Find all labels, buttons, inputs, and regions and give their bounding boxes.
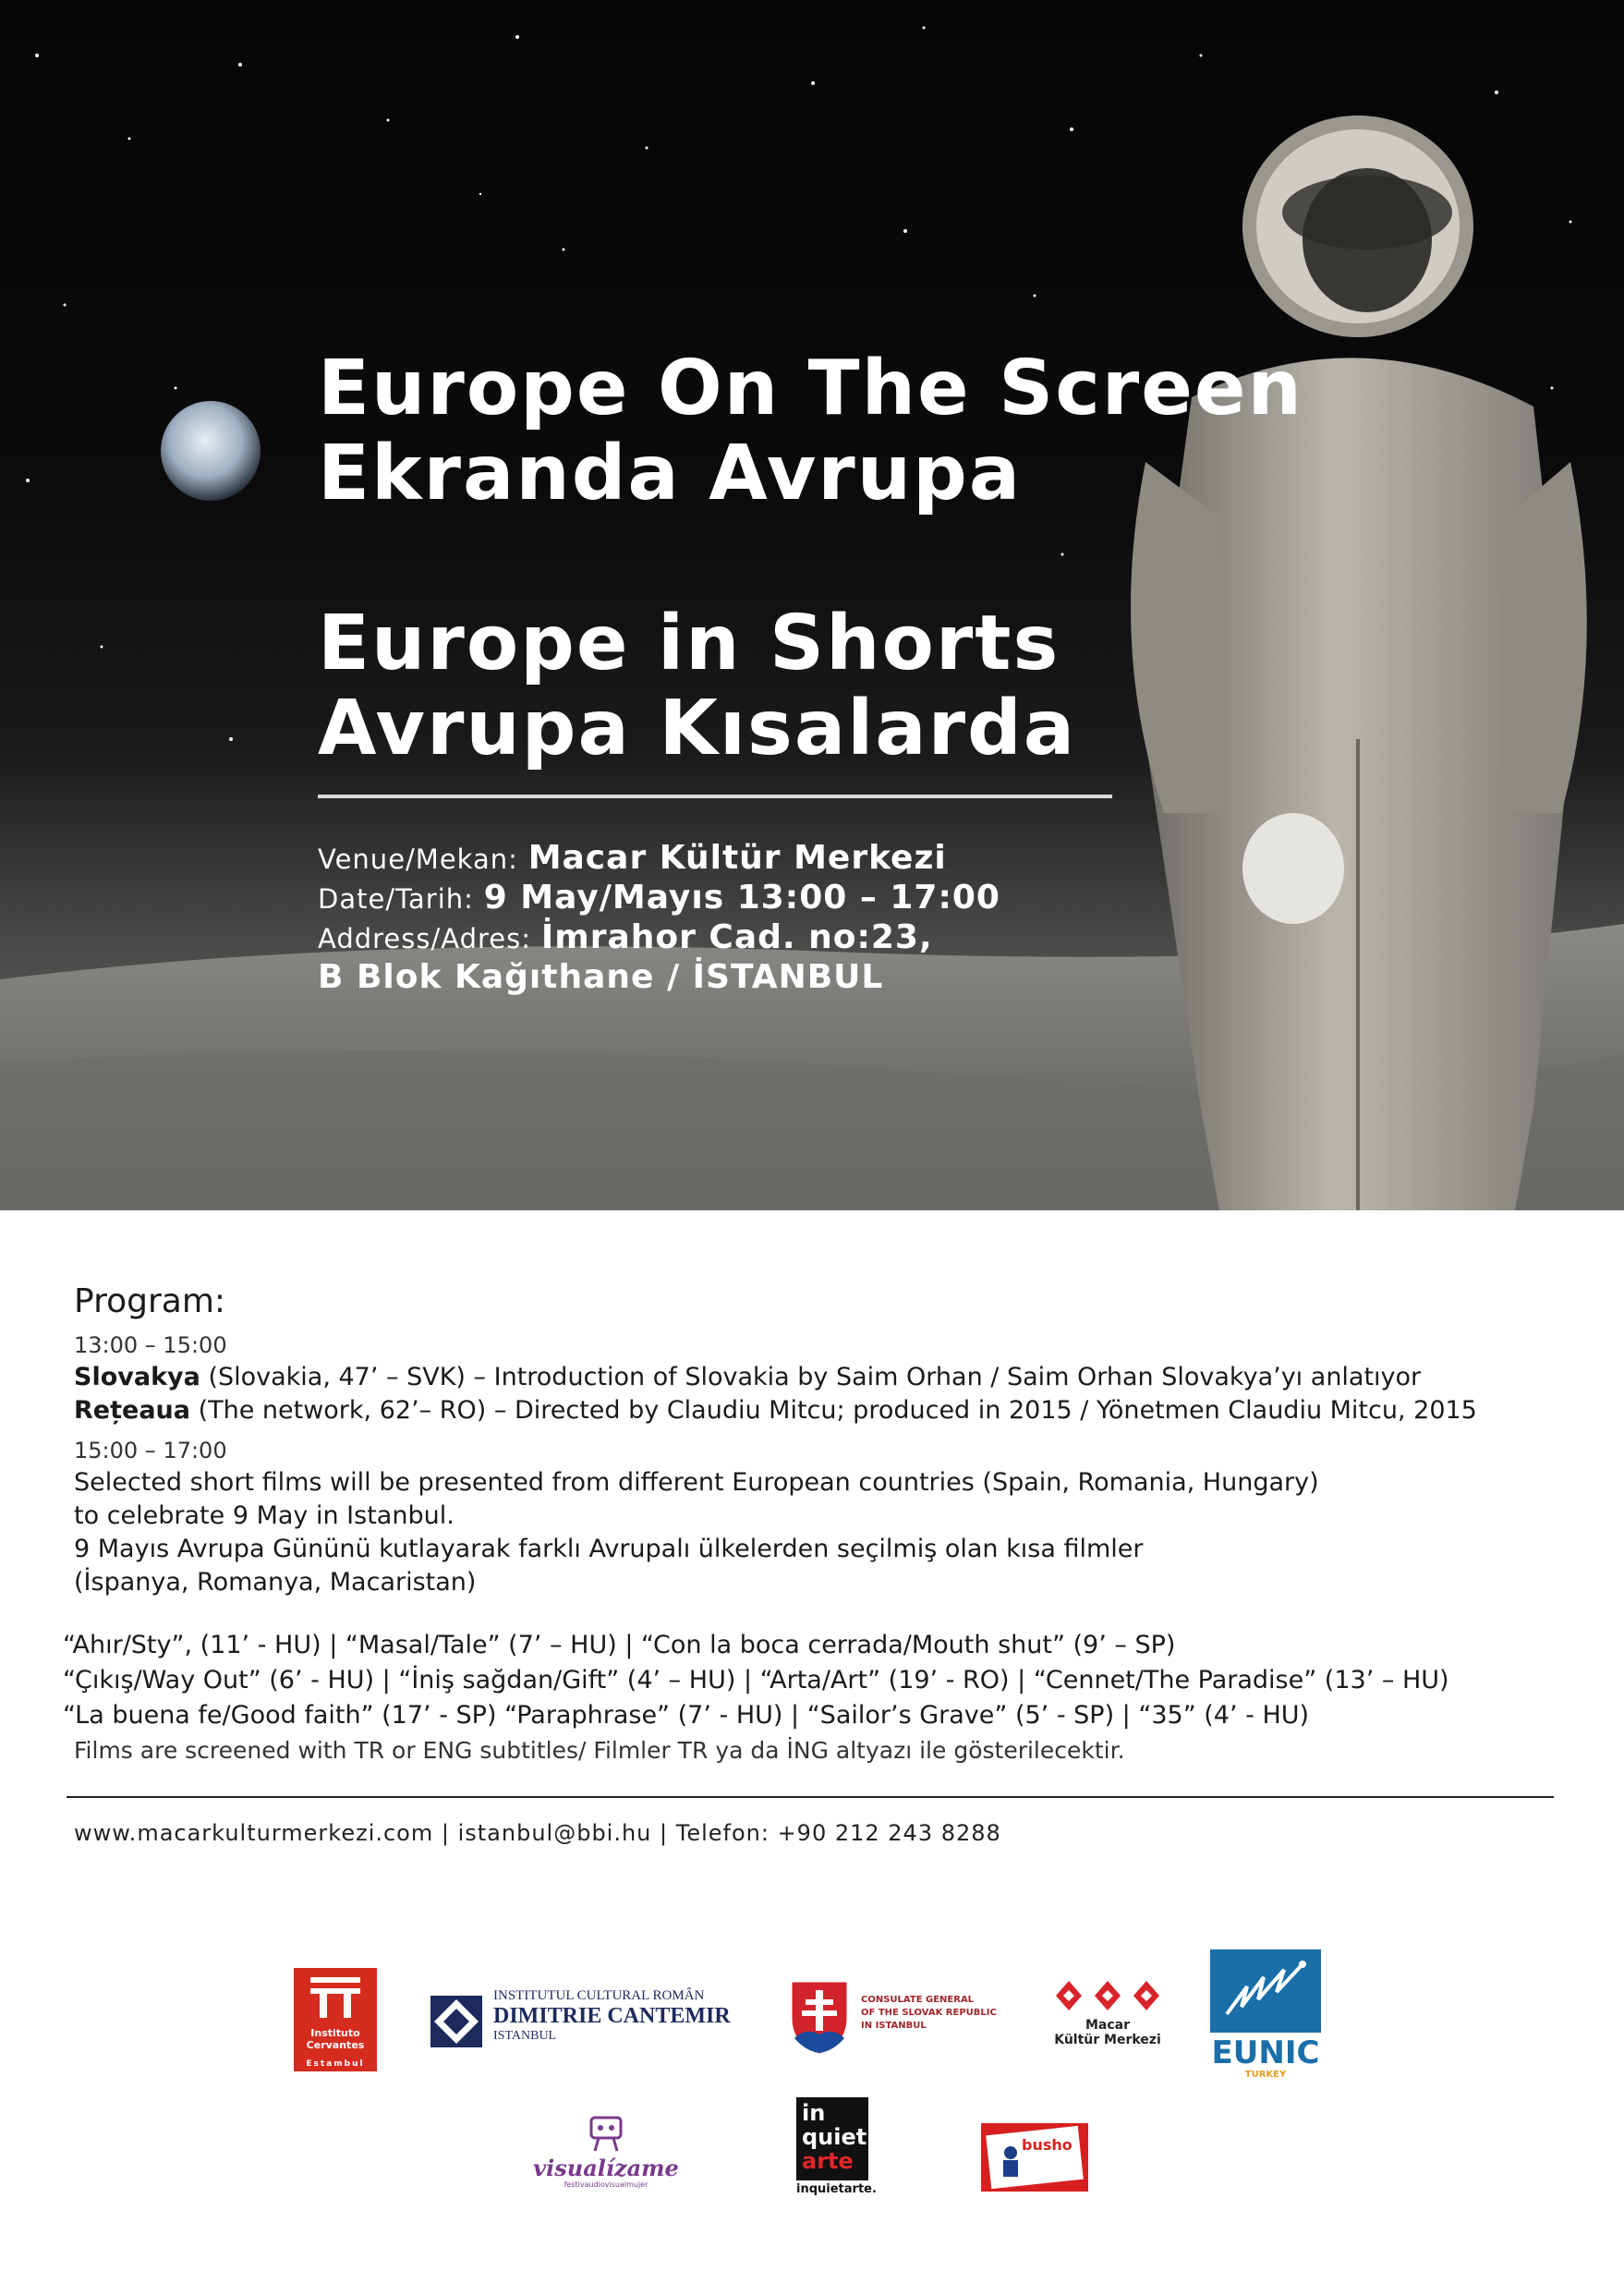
slot2-line-4: (İspanya, Romanya, Macaristan) bbox=[74, 1568, 477, 1597]
visualizame-sub: festivaudiovisualmujer bbox=[564, 2180, 648, 2189]
eunic-logo bbox=[1210, 1949, 1321, 2088]
address-row bbox=[318, 918, 1000, 958]
inquietarte-logo bbox=[796, 2097, 877, 2208]
icr-logo bbox=[427, 1986, 741, 2060]
inquietarte-caption: inquietarte. bbox=[796, 2182, 877, 2196]
film-row-1: “Ahır/Sty”, (11’ - HU) | “Masal/Tale” (7’ – HU) | “Con la boca cerrada/Mouth shut” (9’ – SP) bbox=[63, 1631, 1176, 1659]
date-value: 9 May/Mayıs 13:00 – 17:00 bbox=[483, 879, 1000, 917]
icr-line-1: INSTITUTUL CULTURAL ROMÂN bbox=[493, 1988, 705, 2003]
slovak-line-1: CONSULATE GENERAL bbox=[861, 1995, 975, 2005]
address-label: Address/Adres: bbox=[318, 923, 532, 954]
title-line-2: Ekranda Avrupa bbox=[318, 430, 1023, 517]
eunic-text: EUNIC bbox=[1211, 2034, 1320, 2071]
program-section bbox=[74, 1282, 1570, 1599]
icr-line-3: ISTANBUL bbox=[493, 2029, 557, 2043]
busho-figure-icon bbox=[992, 2143, 1029, 2180]
eunic-sub: TURKEY bbox=[1244, 2070, 1287, 2080]
inquietarte-arte: arte bbox=[802, 2148, 854, 2174]
film-row-3: “La buena fe/Good faith” (17’ - SP) “Paraphrase” (7’ - HU) | “Sailor’s Grave” (5’ - SP) | “35” (4’ - HU) bbox=[63, 1701, 1310, 1730]
slot1-film2-title: Rețeaua bbox=[74, 1396, 190, 1425]
date-label: Date/Tarih: bbox=[318, 883, 474, 915]
cervantes-line-2: Cervantes bbox=[306, 2039, 365, 2051]
slovak-line-3: IN ISTANBUL bbox=[861, 2021, 927, 2031]
macar-line-2: Kültür Merkezi bbox=[1054, 2033, 1161, 2047]
footer-divider bbox=[67, 1796, 1554, 1798]
macar-kultur-logo bbox=[1048, 1977, 1168, 2060]
address-row-2 bbox=[318, 958, 1000, 997]
inquietarte-in: in bbox=[802, 2100, 826, 2126]
visualizame-logo bbox=[532, 2110, 680, 2193]
inquietarte-quiet: quiet bbox=[802, 2124, 867, 2150]
slovak-coat-of-arms-icon bbox=[787, 1977, 852, 2057]
icr-emblem-icon bbox=[427, 1992, 486, 2051]
slot1-film1-title: Slovakya bbox=[74, 1363, 200, 1391]
slot1-film2 bbox=[74, 1394, 1570, 1427]
event-title-block bbox=[318, 346, 1303, 771]
visualizame-icon bbox=[586, 2110, 626, 2153]
slovak-line-2: OF THE SLOVAK REPUBLIC bbox=[861, 2008, 997, 2018]
cervantes-line-1: Instituto bbox=[310, 2027, 360, 2039]
macar-line-1: Macar bbox=[1085, 2018, 1131, 2033]
eunic-emblem-icon bbox=[1210, 1949, 1321, 2033]
cervantes-emblem-icon bbox=[294, 1968, 377, 2023]
subtitle-note: Films are screened with TR or ENG subtitles/ Filmler TR ya da İNG altyazı ile gösterilecektir. bbox=[74, 1737, 1125, 1764]
slot2-line-1: Selected short films will be presented from different European countries (Spain, Romania, Hungary) bbox=[74, 1468, 1319, 1497]
event-info bbox=[318, 839, 1000, 997]
slot1-film2-desc: (The network, 62’– RO) – Directed by Claudiu Mitcu; produced in 2015 / Yönetmen Claudiu Mitcu, 2015 bbox=[189, 1396, 1477, 1425]
slot1-time: 13:00 – 15:00 bbox=[74, 1332, 227, 1358]
title-line-3: Europe in Shorts bbox=[318, 600, 1060, 687]
cervantes-logo bbox=[294, 1968, 377, 2071]
film-list bbox=[63, 1628, 1578, 1768]
program-heading: Program: bbox=[74, 1282, 226, 1320]
film-row-2: “Çıkış/Way Out” (6’ - HU) | “İniş sağdan/Gift” (4’ – HU) | “Arta/Art” (19’ - RO) | “Cennet/The Paradise” (13’ – HU) bbox=[63, 1666, 1449, 1694]
title-divider bbox=[318, 795, 1112, 798]
macar-ornament-icon bbox=[1050, 1977, 1165, 2014]
slot1-film1 bbox=[74, 1361, 1570, 1394]
slot2-time: 15:00 – 17:00 bbox=[74, 1438, 227, 1463]
venue-value: Macar Kültür Merkezi bbox=[527, 839, 947, 877]
slot2-line-3: 9 Mayıs Avrupa Gününü kutlayarak farklı Avrupalı ülkelerden seçilmiş olan kısa filmler bbox=[74, 1535, 1144, 1563]
busho-logo bbox=[981, 2123, 1088, 2192]
title-line-4: Avrupa Kısalarda bbox=[318, 685, 1077, 772]
slot1-film1-desc: (Slovakia, 47’ – SVK) – Introduction of Slovakia by Saim Orhan / Saim Orhan Slovakya’yı anlatıyor bbox=[200, 1363, 1422, 1391]
address-value-2: B Blok Kağıthane / İSTANBUL bbox=[318, 958, 884, 996]
contact-line: www.macarkulturmerkezi.com | istanbul@bbi.hu | Telefon: +90 212 243 8288 bbox=[74, 1820, 1001, 1846]
date-row bbox=[318, 879, 1000, 918]
icr-line-2: DIMITRIE CANTEMIR bbox=[493, 2004, 731, 2028]
earth-planet bbox=[161, 401, 261, 501]
visualizame-text: visualízame bbox=[533, 2155, 679, 2181]
title-line-1: Europe On The Screen bbox=[318, 345, 1303, 432]
slot2-line-2: to celebrate 9 May in Istanbul. bbox=[74, 1501, 454, 1530]
busho-text: busho bbox=[1022, 2136, 1073, 2154]
venue-row bbox=[318, 839, 1000, 879]
cervantes-line-3: Estambul bbox=[306, 2059, 365, 2069]
venue-label: Venue/Mekan: bbox=[318, 844, 518, 875]
address-value-1: İmrahor Cad. no:23, bbox=[540, 918, 933, 956]
slovak-consulate-logo bbox=[787, 1977, 1009, 2060]
